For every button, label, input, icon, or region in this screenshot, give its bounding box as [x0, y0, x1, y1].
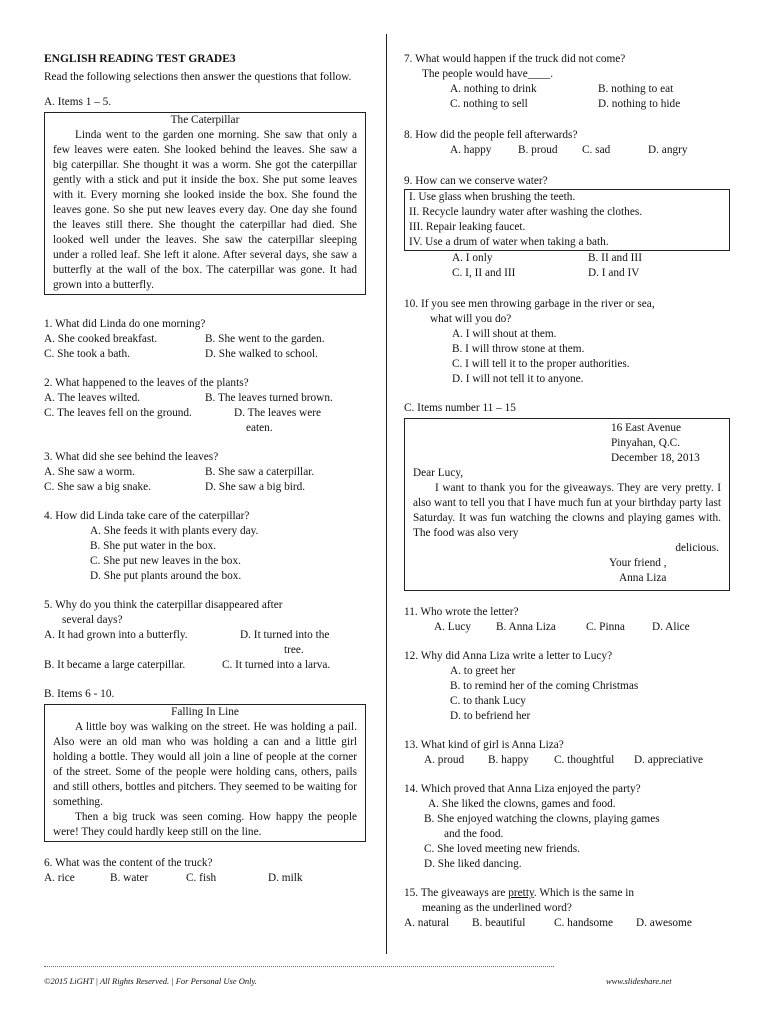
option-c: C. nothing to sell — [450, 98, 528, 110]
question-stem-cont: meaning as the underlined word? — [422, 902, 572, 914]
option-a: A. She saw a worm. — [44, 466, 135, 478]
section-b-label: B. Items 6 - 10. — [44, 688, 115, 700]
option-a: A. Lucy — [434, 621, 472, 633]
question-8 — [404, 128, 730, 158]
question-14 — [404, 782, 730, 872]
underlined-word: pretty — [508, 887, 534, 899]
option-b: B. happy — [488, 754, 529, 766]
question-7 — [404, 52, 730, 112]
test-title: ENGLISH READING TEST GRADE3 — [44, 53, 236, 65]
option-c: C. sad — [582, 144, 611, 156]
conservation-list — [404, 189, 730, 251]
question-12 — [404, 649, 730, 724]
question-10 — [404, 297, 730, 387]
question-stem: 10. If you see men throwing garbage in the river or sea, — [404, 298, 655, 310]
option-c: C. fish — [186, 872, 217, 884]
question-13 — [404, 738, 730, 768]
left-column — [44, 52, 366, 886]
right-column — [404, 52, 730, 931]
option-b: B. nothing to eat — [598, 83, 674, 95]
option-a: A. natural — [404, 917, 450, 929]
option-d: D. It turned into the — [240, 629, 330, 641]
section-a-label: A. Items 1 – 5. — [44, 96, 112, 108]
story-title: The Caterpillar — [170, 114, 240, 126]
option-b: B. water — [110, 872, 149, 884]
option-d: D. Alice — [652, 621, 690, 633]
option-c: C. She saw a big snake. — [44, 481, 151, 493]
option-d: D. She saw a big bird. — [205, 481, 306, 493]
option-a: A. It had grown into a butterfly. — [44, 629, 188, 641]
story-title: Falling In Line — [171, 706, 239, 718]
question-stem: 14. Which proved that Anna Liza enjoyed the party? — [404, 783, 641, 795]
letter-closing: Your friend , — [609, 557, 667, 569]
option-c: C. She took a bath. — [44, 348, 130, 360]
option-d: D. appreciative — [634, 754, 704, 766]
option-b: B. to remind her of the coming Christmas — [450, 680, 639, 692]
letter-signature: Anna Liza — [619, 572, 667, 584]
question-stem — [404, 886, 730, 901]
option-b: B. beautiful — [472, 917, 526, 929]
footer-rule — [44, 966, 554, 967]
question-9 — [404, 174, 730, 281]
option-d-cont: tree. — [284, 644, 304, 656]
address-line-1: 16 East Avenue — [611, 422, 682, 434]
footer-source: www.slideshare.net — [606, 976, 672, 986]
option-b: B. The leaves turned brown. — [205, 392, 333, 404]
option-d: D. milk — [268, 872, 303, 884]
question-2 — [44, 376, 366, 436]
stem-text-end: . Which is the same in — [533, 887, 635, 899]
question-stem: 8. How did the people fell afterwards? — [404, 129, 578, 141]
option-b: B. She put water in the box. — [90, 540, 217, 552]
option-c: C. handsome — [554, 917, 613, 929]
option-c: C. I, II and III — [452, 267, 516, 279]
option-a: A. nothing to drink — [450, 83, 537, 95]
option-a: A. rice — [44, 872, 75, 884]
option-d: D. nothing to hide — [598, 98, 681, 110]
option-b: B. She enjoyed watching the clowns, playing games — [424, 813, 660, 825]
stem-text: 15. The giveaways are — [404, 887, 509, 899]
option-b: B. She went to the garden. — [205, 333, 325, 345]
question-4 — [44, 509, 366, 584]
question-stem: 2. What happened to the leaves of the plants? — [44, 377, 249, 389]
question-stem: 5. Why do you think the caterpillar disappeared after — [44, 599, 283, 611]
list-item: II. Recycle laundry water after washing the clothes. — [409, 206, 643, 218]
letter-box — [404, 418, 730, 591]
footer-copyright: ©2015 LiGHT | All Rights Reserved. | For Personal Use Only. — [44, 976, 257, 986]
question-stem: 6. What was the content of the truck? — [44, 857, 213, 869]
option-d: D. She liked dancing. — [424, 858, 522, 870]
story-paragraph-1: A little boy was walking on the street. He was holding a pail. Also were an old man who was holding a can and a little girl holding a bottle. They would all join a line of people at the corner of the street. Some of the people were holding cans, others, pails and still others, bottles and pitchers. They seemed to be waiting for something. — [53, 721, 357, 808]
story-caterpillar — [44, 112, 366, 295]
option-d: D. awesome — [636, 917, 692, 929]
question-stem: 4. How did Linda take care of the caterpillar? — [44, 510, 250, 522]
letter-date: December 18, 2013 — [611, 452, 700, 464]
option-a: A. She feeds it with plants every day. — [90, 525, 259, 537]
letter-greeting: Dear Lucy, — [413, 467, 464, 479]
story-falling-in-line — [44, 704, 366, 842]
option-b: B. Anna Liza — [496, 621, 556, 633]
option-b: B. proud — [518, 144, 558, 156]
option-c: C. The leaves fell on the ground. — [44, 407, 192, 419]
question-6 — [44, 856, 366, 886]
option-d: D. angry — [648, 144, 688, 156]
story-text: Linda went to the garden one morning. She saw that only a few leaves were eaten. She looked behind the leaves. She saw a big caterpillar. She thought it was a worm. She got the caterpillar gently with a stick and put it inside the box. She put some leaves with it. Every morning she looked inside the box. She found the leaves gone. So she put new leaves every day. One day she found the leaves still there. She thought the caterpillar had died. She looked well under the leaves. She saw the caterpillar sleeping under a rolled leaf. She left it alone. After several days, she saw a butterfly at the wall of the box. The caterpillar was gone. It had grown into a butterfly. — [53, 129, 357, 291]
question-11 — [404, 605, 730, 635]
question-15 — [404, 886, 730, 931]
option-a: A. I only — [452, 252, 493, 264]
question-stem-cont: The people would have____. — [422, 68, 554, 80]
option-a: A. She cooked breakfast. — [44, 333, 158, 345]
option-a: A. proud — [424, 754, 465, 766]
option-d: D. She walked to school. — [205, 348, 318, 360]
question-stem: 9. How can we conserve water? — [404, 175, 548, 187]
option-c: C. She put new leaves in the box. — [90, 555, 241, 567]
list-item: III. Repair leaking faucet. — [409, 221, 526, 233]
option-d: D. The leaves were — [234, 407, 321, 419]
section-c-label: C. Items number 11 – 15 — [404, 402, 516, 414]
option-d: D. I will not tell it to anyone. — [452, 373, 584, 385]
column-divider — [386, 34, 387, 954]
option-c: C. She loved meeting new friends. — [424, 843, 580, 855]
option-a: A. happy — [450, 144, 492, 156]
option-c: C. I will tell it to the proper authorities. — [452, 358, 630, 370]
question-3 — [44, 450, 366, 495]
question-stem: 3. What did she see behind the leaves? — [44, 451, 219, 463]
option-c: C. to thank Lucy — [450, 695, 526, 707]
option-d: D. to befriend her — [450, 710, 531, 722]
question-stem: 13. What kind of girl is Anna Liza? — [404, 739, 564, 751]
letter-body-end: delicious. — [675, 542, 719, 554]
address-line-2: Pinyahan, Q.C. — [611, 437, 681, 449]
option-a: A. I will shout at them. — [452, 328, 557, 340]
option-a: A. The leaves wilted. — [44, 392, 141, 404]
option-d: D. I and IV — [588, 267, 640, 279]
option-b-cont: and the food. — [444, 828, 504, 840]
question-stem: 1. What did Linda do one morning? — [44, 318, 206, 330]
question-stem: 12. Why did Anna Liza write a letter to Lucy? — [404, 650, 613, 662]
question-stem-cont: several days? — [62, 614, 123, 626]
option-b: B. She saw a caterpillar. — [205, 466, 315, 478]
option-c: C. Pinna — [586, 621, 625, 633]
option-b: B. It became a large caterpillar. — [44, 659, 186, 671]
option-b: B. I will throw stone at them. — [452, 343, 585, 355]
list-item: I. Use glass when brushing the teeth. — [409, 191, 576, 203]
question-stem-cont: what will you do? — [430, 313, 512, 325]
question-stem: 11. Who wrote the letter? — [404, 606, 519, 618]
list-item: IV. Use a drum of water when taking a bath. — [409, 236, 609, 248]
question-1 — [44, 317, 366, 362]
option-c: C. It turned into a larva. — [222, 659, 331, 671]
option-b: B. II and III — [588, 252, 642, 264]
option-a: A. She liked the clowns, games and food. — [428, 798, 616, 810]
instructions: Read the following selections then answer the questions that follow. — [44, 71, 352, 83]
story-paragraph-2: Then a big truck was seen coming. How happy the people were! They could hardly keep still on the line. — [53, 811, 357, 838]
letter-body: I want to thank you for the giveaways. They are very pretty. I also want to tell you that I have much fun at your birthday party last Saturday. It was fun watching the clowns and playing games with. The food was also very — [413, 482, 721, 539]
question-5 — [44, 598, 366, 673]
question-stem: 7. What would happen if the truck did not come? — [404, 53, 626, 65]
option-d-cont: eaten. — [246, 422, 273, 434]
option-a: A. to greet her — [450, 665, 516, 677]
option-d: D. She put plants around the box. — [90, 570, 242, 582]
option-c: C. thoughtful — [554, 754, 615, 766]
